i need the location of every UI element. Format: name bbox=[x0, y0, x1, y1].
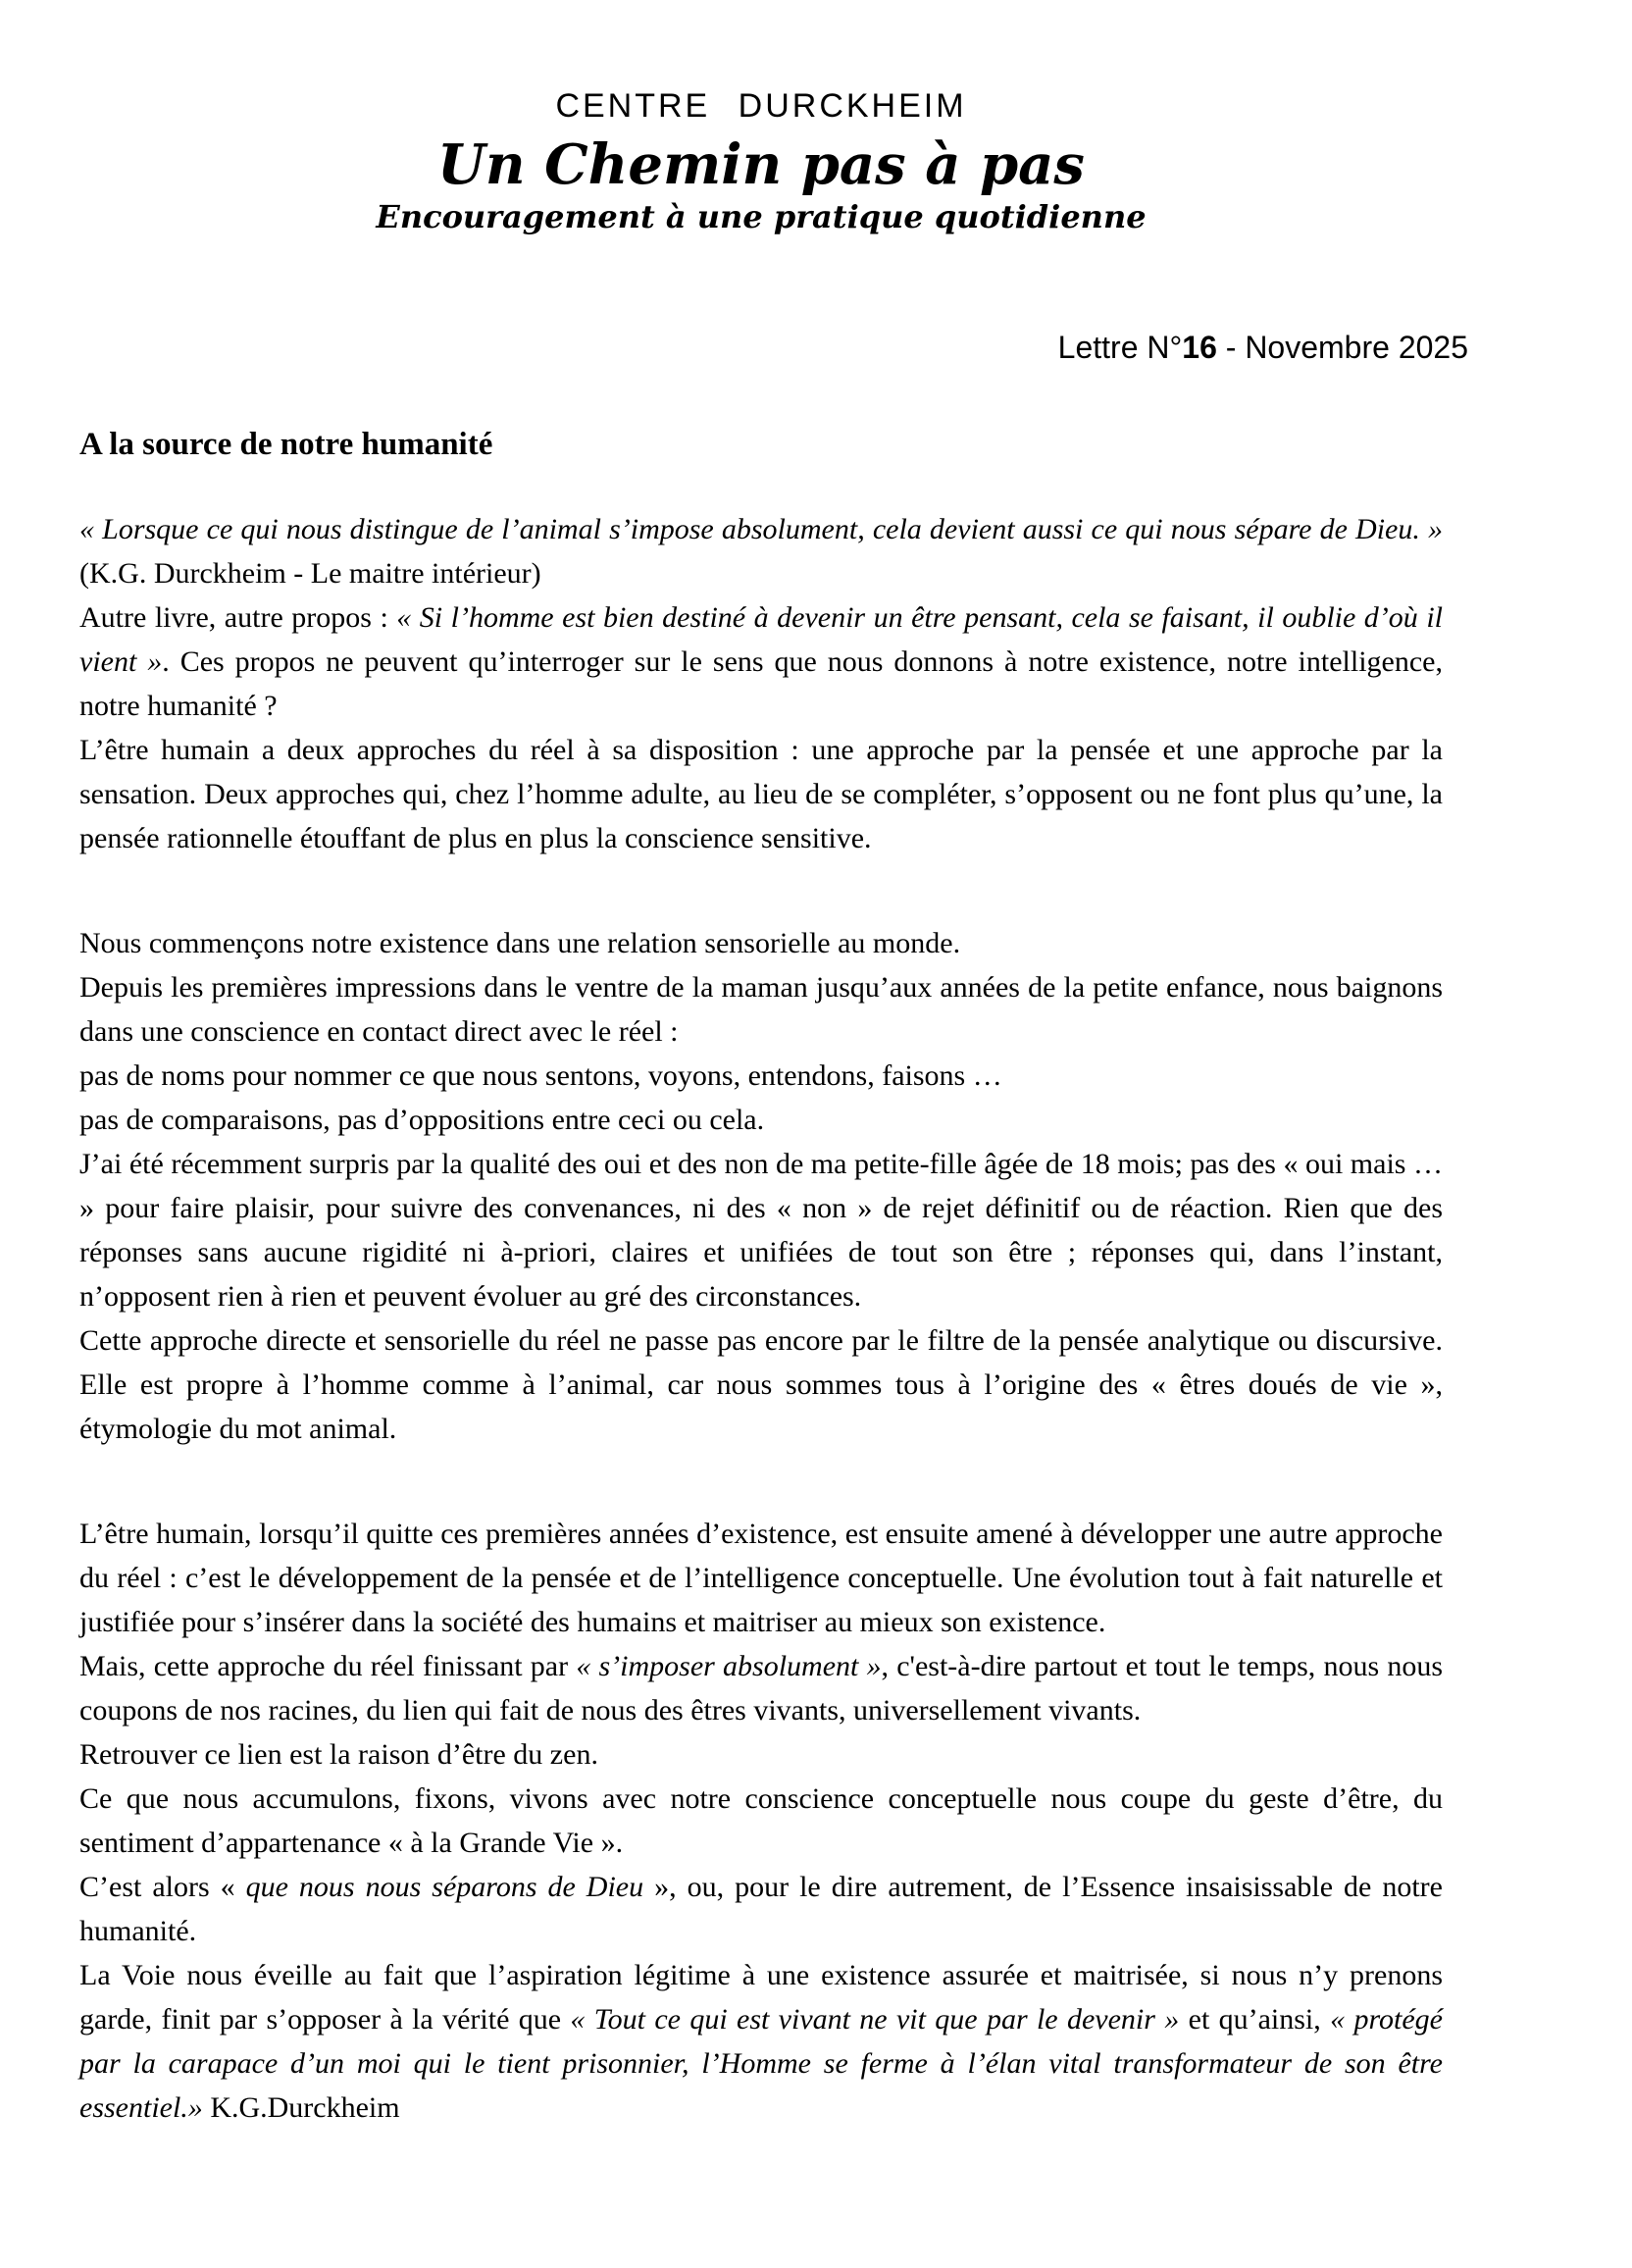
newsletter-subtitle: Encouragement à une pratique quotidienne bbox=[376, 198, 1147, 236]
paragraph bbox=[79, 1732, 1443, 1777]
letter-date: - Novembre 2025 bbox=[1216, 330, 1468, 366]
paragraph bbox=[79, 1318, 1443, 1451]
paragraph bbox=[79, 1777, 1443, 1865]
paragraph bbox=[79, 595, 1443, 728]
text-run: Ce que nous accumulons, fixons, vivons avec notre conscience conceptuelle nous coupe du geste d’être, du sentiment d’appartenance « à la Grande Vie ». bbox=[79, 1782, 1443, 1860]
organization-name: CENTRE DURCKHEIM bbox=[555, 87, 967, 125]
text-run: C’est alors « bbox=[79, 1871, 246, 1904]
italic-run: « Si l’homme est bien destiné à devenir un être pensant, cela se faisant, il oublie d’où il vient » bbox=[79, 601, 1443, 679]
text-run: pas de noms pour nommer ce que nous sentons, voyons, entendons, faisons … bbox=[79, 1059, 1002, 1093]
italic-run: « Lorsque ce qui nous distingue de l’animal s’impose absolument, cela devient aussi ce qui nous sépare de Dieu. » bbox=[79, 513, 1443, 546]
text-run: Nous commençons notre existence dans une relation sensorielle au monde. bbox=[79, 927, 961, 960]
section-heading: A la source de notre humanité bbox=[79, 426, 493, 462]
paragraph bbox=[79, 507, 1443, 595]
text-run: Retrouver ce lien est la raison d’être du zen. bbox=[79, 1738, 598, 1772]
text-run: Mais, cette approche du réel finissant par bbox=[79, 1650, 577, 1683]
text-run: L’être humain a deux approches du réel à sa disposition : une approche par la pensée et une approche par la sensation. Deux approches qui, chez l’homme adulte, au lieu de se compléter, s’opposent ou ne font plus qu’une, la pensée rationnelle étouffant de plus en plus la conscience sensitive. bbox=[79, 734, 1443, 855]
paragraph bbox=[79, 1953, 1443, 2130]
text-run: Autre livre, autre propos : bbox=[79, 601, 397, 635]
letter-number: 16 bbox=[1182, 330, 1217, 366]
italic-run: que nous nous séparons de Dieu bbox=[245, 1871, 644, 1904]
paragraph bbox=[79, 1512, 1443, 1644]
text-run: (K.G. Durckheim - Le maitre intérieur) bbox=[79, 557, 541, 591]
text-run: Depuis les premières impressions dans le ventre de la maman jusqu’aux années de la petite enfance, nous baignons dans une conscience en contact direct avec le réel : bbox=[79, 971, 1443, 1049]
italic-run: « Tout ce qui est vivant ne vit que par le devenir » bbox=[570, 2003, 1180, 2036]
text-run: pas de comparaisons, pas d’oppositions entre ceci ou cela. bbox=[79, 1104, 765, 1137]
paragraph bbox=[79, 921, 1443, 965]
letter-label: Lettre N° bbox=[1057, 330, 1183, 366]
text-run: , c'est-à-dire partout et tout le temps, nous nous coupons de nos racines, du lien qui fait de nous des êtres vivants, universellement vivants. bbox=[79, 1650, 1443, 1727]
text-run: Cette approche directe et sensorielle du réel ne passe pas encore par le filtre de la pensée analytique ou discursive. Elle est propre à l’homme comme à l’animal, car nous sommes tous à l’origine des « êtres doués de vie », étymologie du mot animal. bbox=[79, 1324, 1443, 1446]
text-run: L’être humain, lorsqu’il quitte ces premières années d’existence, est ensuite amené à développer une autre approche du réel : c’est le développement de la pensée et de l’intelligence conceptuelle. Une évolution tout à fait naturelle et justifiée pour s’insérer dans la société des humains et maitriser au mieux son existence. bbox=[79, 1518, 1443, 1639]
paragraph bbox=[79, 728, 1443, 860]
paragraph bbox=[79, 1098, 1443, 1142]
newsletter-title: Un Chemin pas à pas bbox=[437, 132, 1085, 198]
paragraph bbox=[79, 1142, 1443, 1318]
text-run: La Voie nous éveille au fait que l’aspiration légitime à une existence assurée et maitrisée, si nous n’y prenons garde, finit par s’opposer à la vérité que bbox=[79, 1959, 1443, 2036]
paragraph bbox=[79, 965, 1443, 1054]
body-text bbox=[79, 507, 1443, 2130]
text-run: », ou, pour le dire autrement, de l’Essence insaisissable de notre humanité. bbox=[79, 1871, 1443, 1948]
paragraph bbox=[79, 1865, 1443, 1953]
text-run: J’ai été récemment surpris par la qualité des oui et des non de ma petite-fille âgée de 18 mois; pas des « oui mais … » pour faire plaisir, pour suivre des convenances, ni des « non » de rejet définitif ou de réaction. Rien que des réponses sans aucune rigidité ni à-priori, claires et unifiées de tout son être ; réponses qui, dans l’instant, n’opposent rien à rien et peuvent évoluer au gré des circonstances. bbox=[79, 1148, 1443, 1314]
italic-run: « protégé par la carapace d’un moi qui le tient prisonnier, l’Homme se ferme à l’élan vital transformateur de son être essentiel.» bbox=[79, 2003, 1443, 2125]
letterhead bbox=[79, 0, 1443, 234]
letter-number-date bbox=[79, 329, 1468, 366]
text-run: . Ces propos ne peuvent qu’interroger sur le sens que nous donnons à notre existence, notre intelligence, notre humanité ? bbox=[79, 645, 1443, 723]
text-run: et qu’ainsi, bbox=[1179, 2003, 1331, 2036]
italic-run: « s’imposer absolument » bbox=[576, 1650, 882, 1683]
text-run: K.G.Durckheim bbox=[202, 2091, 400, 2125]
paragraph bbox=[79, 1644, 1443, 1732]
paragraph bbox=[79, 1054, 1443, 1098]
